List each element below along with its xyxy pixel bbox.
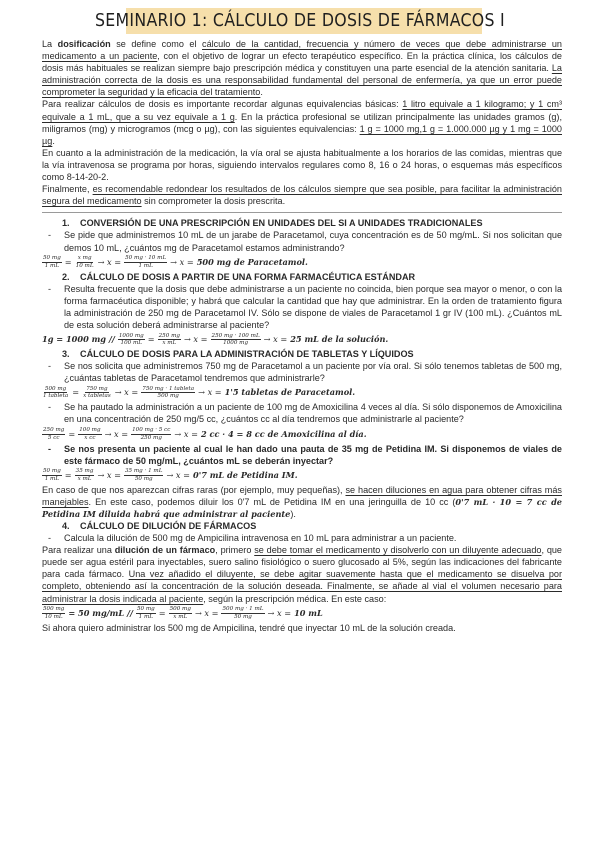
list-item: - Se pide que administremos 10 mL de un jarabe de Paracetamol, cuya concentración es de 50 mg/mL. Si nos solicitan que demos 10 mL, ¿cuántos mg de Paracetamol estamos administrando? [42,229,562,253]
section-heading-4: 4. CÁLCULO DE DILUCIÓN DE FÁRMACOS [62,521,257,531]
document-body [42,38,562,634]
list-item: - Se nos solicita que administremos 750 mg de Paracetamol a un paciente por vía oral. Si sólo tenemos tabletas de 500 mg, ¿cuántas tabletas de Paracetamol tendremos que administrarle? [42,360,562,384]
formula-2: 1g = 1000 mg // $\frac{1000 mg}{100 mL}$ = $\frac{250 mg}{\text{x mL}}$ → x = $\frac{250 mg \cdot 100 mL}{1000 mg}$ → x = 25 mL de la solución. [42,332,389,347]
page-title: SEMINARIO 1: CÁLCULO DE DOSIS DE FÁRMACOS I [95,11,505,31]
formula-1: $\frac{50 mg}{1 mL}$ = $\frac{\text{x mg}}{10 mL}$ → x = $\frac{50 mg \cdot 10 mL}{1 mL}$ → x = 500 mg de Paracetamol. [43,255,308,269]
section-heading-1: 1. CONVERSIÓN DE UNA PRESCRIPCIÓN EN UNIDADES DEL SI A UNIDADES TRADICIONALES [62,218,483,229]
formula-3b: $\frac{250 mg}{5 cc}$ = $\frac{100 mg}{\text{x cc}}$ → x = $\frac{100 mg \cdot 5 cc}{250 mg}$ → x = 2 cc · 4 = 8 cc de Amoxicilina al día. [43,427,367,441]
list-item: - Se ha pautado la administración a un paciente de 100 mg de Amoxicilina 4 veces al día. Si sólo disponemos de Amoxicilina en una concentración de 250 mg/5 cc, ¿cuántos cc al día tendremos que administrarle al paciente? [42,401,562,425]
formula-3a: $\frac{500 mg}{\text{1 tableta}}$ = $\frac{750 mg}{\text{x tabletas}}$ → x = $\frac{\text{750 mg · 1 tableta}}{500 mg}$ → x = 1'5 tabletas de Paracetamol. [43,385,356,400]
divider [42,212,562,213]
intro-paragraph-1: La dosificación se define como el cálculo de la cantidad, frecuencia y número de veces que debe administrarse un medicamento a un paciente, con el objetivo de lograr un efecto terapéutico específico. En la práctica clínica, los cálculos de dosis más habituales se realizan siempre bajo prescripción médica y constituyen una parte esencial de la atención sanitaria. La administración correcta de la dosis es una responsabilidad fundamental del personal de enfermería, ya que un error puede comprometer la seguridad y la eficacia del tratamiento. [42,39,562,98]
intro-paragraph-2: Para realizar cálculos de dosis es importante recordar algunas equivalencias básicas: 1 litro equivale a 1 kilogramo; y 1 cm³ equivale a 1 mL, que a su vez equivale a 1 g. En la práctica profesional se utilizan principalmente las unidades gramos (g), miligramos (mg) y microgramos (mcg o µg), con las siguientes equivalencias: 1 g = 1000 mg,1 g = 1.000.000 µg y 1 mg = 1000 µg. [42,99,562,146]
list-item: - Calcula la dilución de 500 mg de Ampicilina intravenosa en 10 mL para administrar a un paciente. [42,532,562,544]
formula-4: $\frac{500 mg}{10 mL}$ = 50 mg/mL // $\frac{50 mg}{1 mL}$ = $\frac{500 mg}{\text{x mL}}$ → x = $\frac{500 mg \cdot 1 mL}{50 mg}$ → x = 10 mL [43,606,323,620]
intro-paragraph-4: Finalmente, es recomendable redondear los resultados de los cálculos siempre que sea posible, para facilitar la administración segura del medicamento sin comprometer la dosis prescrita. [42,184,562,207]
section-heading-3: 3. CÁLCULO DE DOSIS PARA LA ADMINISTRACIÓN DE TABLETAS Y LÍQUIDOS [62,349,414,360]
dilution-paragraph: Para realizar una dilución de un fármaco, primero se debe tomar el medicamento y disolverlo con un diluyente adecuado, que puede ser agua estéril para inyectables, suero salino fisiológico o suero glucosado al 5%, según las indicaciones del fabricante para cada fármaco. Una vez añadido el diluyente, se debe agitar suavemente hasta que el medicamento se disuelva por completo, obteniendo así la concentración de la solución deseada. Finalmente, se añade al vial el volumen necesario para administrar la dosis indicada al paciente, según la prescripción médica. En este caso: [42,545,562,604]
dilution-note: En caso de que nos aparezcan cifras raras (por ejemplo, muy pequeñas), se hacen diluciones en agua para obtener cifras más manejables. En este caso, podemos diluir los 0'7 mL de Petidina IM en una jeringuilla de 10 cc (0'7 mL · 10 = 7 cc de Petidina IM diluida habrá que administrar al paciente). [42,484,563,519]
section-heading-2: 2. CÁLCULO DE DOSIS A PARTIR DE UNA FORMA FARMACÉUTICA ESTÁNDAR [62,271,416,282]
intro-paragraph-3: En cuanto a la administración de la medicación, la vía oral se ajusta habitualmente a los horarios de las comidas, mientras que la vía intravenosa se programa por horas, siguiendo intervalos regulares como 8, 16 o 24 horas, o esquemas más específicos como 8-14-20-2. [42,147,562,183]
formula-3c: $\frac{50 mg}{1 mL}$ = $\frac{35 mg}{\text{x mL}}$ → x = $\frac{35 mg \cdot 1 mL}{50 mg}$ → x = 0'7 mL de Petidina IM. [43,468,298,482]
list-item: - Resulta frecuente que la dosis que debe administrarse a un paciente no coincida, bien porque sea mayor o menor, o con la forma farmacéutica disponible; y habrá que calcular la cantidad que hay que administrar. En la orden de tratamiento figura la administración de 250 mg de Paracetamol IV. Sólo se dispone de viales de Paracetamol 1 gr IV (100 mL). ¿Cuántos mL de esta solución deberá administrarse al paciente? [42,283,562,331]
closing-sentence: Si ahora quiero administrar los 500 mg de Ampicilina, tendré que inyectar 10 mL de la solución creada. [42,622,456,633]
list-item: - Se nos presenta un paciente al cual le han dado una pauta de 35 mg de Petidina IM. Si disponemos de viales de este fármaco de 50 mg/mL, ¿cuántos mL se deberán inyectar? [42,443,562,467]
